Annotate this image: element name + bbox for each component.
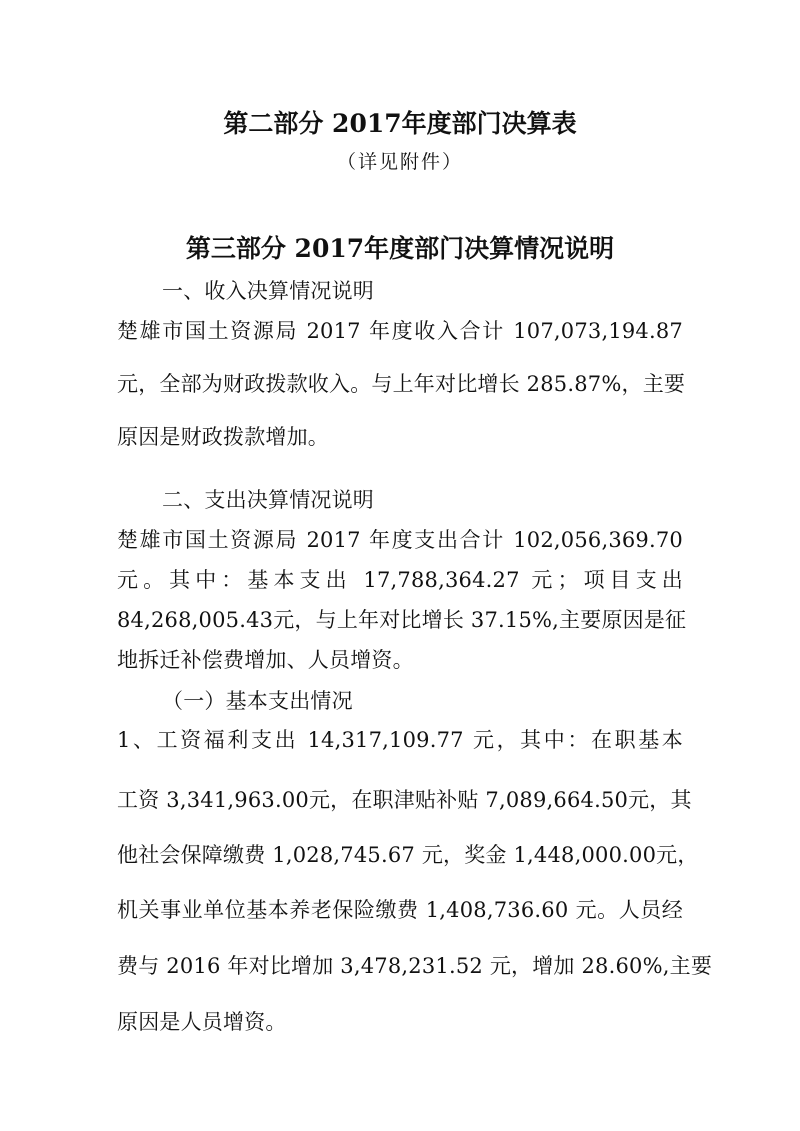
basic-line-5: 费与 2016 年对比增加 3,478,231.52 元，增加 28.60%,主要 [117, 954, 713, 978]
basic-line-6: 原因是人员增资。 [117, 1010, 287, 1034]
income-heading: 一、收入决算情况说明 [162, 279, 374, 303]
expense-line-3: 84,268,005.43元，与上年对比增长 37.15%,主要原因是征 [117, 608, 687, 632]
income-line-1: 楚雄市国土资源局 2017 年度收入合计 107,073,194.87 [117, 319, 683, 343]
basic-line-3: 他社会保障缴费 1,028,745.67 元，奖金 1,448,000.00元， [117, 843, 699, 867]
basic-line-1: 1、工资福利支出 14,317,109.77 元，其中：在职基本 [117, 728, 683, 752]
expense-line-4: 地拆迁补偿费增加、人员增资。 [117, 648, 414, 672]
part2-note: （详见附件） [336, 151, 463, 173]
income-line-3: 原因是财政拨款增加。 [117, 425, 329, 449]
expense-line-1: 楚雄市国土资源局 2017 年度支出合计 102,056,369.70 [117, 528, 683, 552]
part2-title: 第二部分 2017年度部门决算表 [223, 109, 577, 138]
part3-title: 第三部分 2017年度部门决算情况说明 [185, 234, 615, 263]
expense-line-2: 元。其中：基本支出 17,788,364.27 元；项目支出 [117, 568, 683, 592]
basic-heading: （一）基本支出情况 [162, 689, 353, 713]
basic-line-2: 工资 3,341,963.00元，在职津贴补贴 7,089,664.50元，其 [117, 788, 692, 812]
income-line-2: 元，全部为财政拨款收入。与上年对比增长 285.87%，主要 [117, 372, 686, 396]
basic-line-4: 机关事业单位基本养老保险缴费 1,408,736.60 元。人员经 [117, 898, 683, 922]
expense-heading: 二、支出决算情况说明 [162, 488, 374, 512]
